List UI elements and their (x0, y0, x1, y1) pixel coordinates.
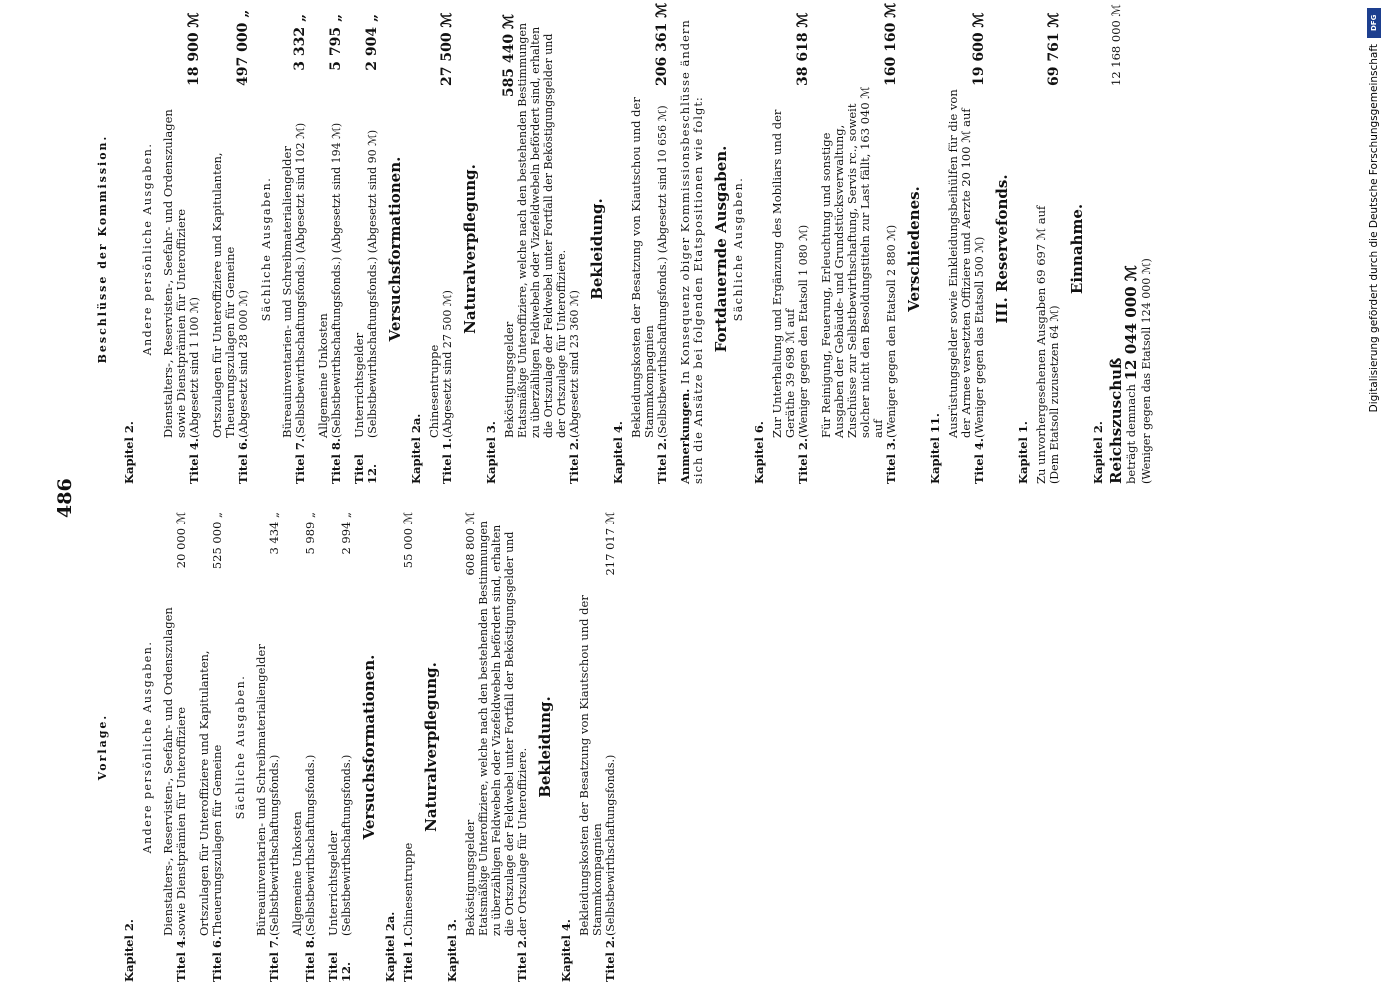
entry-amount: 2 994 „ (339, 512, 353, 555)
entry-amount: 5 989 „ (303, 512, 317, 555)
subsection-heading: Sächliche Ausgaben. (732, 176, 745, 322)
column-beschluesse (96, 2, 1153, 484)
entry-amount: 18 900 ℳ (186, 12, 202, 86)
entry-main-text: Chinesentruppe (427, 344, 441, 438)
entry-amount: 55 000 ℳ (401, 512, 415, 569)
entry-text (281, 86, 307, 438)
entry (198, 512, 224, 982)
entry (353, 14, 379, 484)
section-heading: Einnahme. (1068, 203, 1086, 295)
entry (428, 14, 454, 484)
entry-note: (Selbstbewirthschaftungsfonds.) (Abgesetzt sind 194 ℳ) (330, 122, 343, 438)
reichszuschuss-amount: 12 168 000 ℳ (1109, 4, 1123, 86)
entry-main-text: Beköstigungsgelder (502, 321, 516, 438)
kapitel-label: Kapitel 3. (484, 421, 498, 484)
entry-amount: 27 500 ℳ (439, 12, 455, 86)
entry-text: Ortszulagen für Unteroffiziere und Kapitulanten, Theuerungszulagen für Gemeine (197, 650, 224, 936)
entry-amount: 20 000 ℳ (174, 512, 188, 569)
titel-label: Titel 6. (236, 438, 250, 484)
digitization-credit: Digitalisierung gefördert durch die Deutsche Forschungsgemeinschaft (1368, 44, 1380, 413)
entry-amount: 5 795 „ (328, 14, 344, 71)
entry-text (317, 86, 343, 438)
entry (162, 14, 201, 484)
entry-main-text: Beköstigungsgelder (463, 819, 477, 936)
entry (947, 14, 986, 484)
entry-note: (Dem Etatsoll zuzusetzen 64 ℳ) (1048, 305, 1061, 484)
section-heading: Naturalverpflegung. (461, 164, 479, 334)
section-heading: Versuchsformationen. (360, 654, 378, 840)
column-vorlage (96, 512, 627, 982)
titel-label: Titel 7. (267, 936, 281, 982)
entry-amount: 497 000 „ (235, 9, 251, 86)
titel-label: Titel 3. (884, 438, 898, 484)
entry-main-text: Allgemeine Unkosten (316, 313, 330, 438)
entry-amount: 160 160 ℳ (883, 2, 899, 86)
entry-main-text: Ausrüstungsgelder sowie Einkleidungsbeihülfen für die von der Armee versetzten Offiziere und Aerzte 20 100 ℳ auf (946, 89, 973, 438)
titel-label: Titel 4. (972, 438, 986, 484)
kapitel-label: Kapitel 2. (1091, 421, 1105, 484)
entry-text (428, 86, 454, 438)
remark-lead: Anmerkungen. (678, 388, 692, 484)
section-heading: Versuchsformationen. (386, 156, 404, 342)
titel-label: Titel 2. (796, 438, 810, 484)
titel-label: Titel 7. (293, 438, 307, 484)
titel-label: Titel 2. (603, 936, 617, 982)
entry-amount: 2 904 „ (364, 14, 380, 71)
entry-main-text: Zur Unterhaltung und Ergänzung des Mobiliars und der Geräthe 39 698 ℳ auf (770, 109, 797, 438)
column-heading: Beschlüsse der Kommission. (96, 134, 109, 364)
entry (503, 14, 581, 484)
entry (629, 2, 670, 484)
entry-text (291, 584, 317, 936)
entry-amount: 19 600 ℳ (971, 12, 987, 86)
entry-note: (Weniger gegen das Etatsoll 500 ℳ) (973, 236, 986, 438)
entry-note: (Selbstbewirthschaftungsfonds.) (Abgesetzt sind 90 ℳ) (366, 129, 379, 438)
entry-text (327, 584, 353, 936)
entry-main-text: Unterrichtsgelder (352, 332, 366, 438)
entry (281, 14, 307, 484)
entry (578, 512, 617, 982)
remark (679, 14, 705, 484)
kapitel-label: Kapitel 6. (752, 421, 766, 484)
entry-note: (Weniger gegen den Etatsoll 1 080 ℳ) (797, 224, 810, 438)
entry (255, 512, 281, 982)
subsection-heading: Andere persönliche Ausgaben. (141, 142, 154, 356)
titel-label: Titel 4. (187, 438, 201, 484)
entry-amount: 525 000 „ (210, 512, 224, 570)
entry (771, 14, 810, 484)
section-heading: Bekleidung. (536, 696, 554, 798)
entry-text: Chinesentruppe (401, 842, 415, 936)
entry (317, 14, 343, 484)
entry (291, 512, 317, 982)
section-heading: Bekleidung. (588, 198, 606, 300)
entry-main-text: Allgemeine Unkosten (290, 811, 304, 936)
reichszuschuss-line (1107, 4, 1125, 484)
kapitel-label: Kapitel 4. (559, 919, 573, 982)
entry-text (211, 86, 250, 438)
entry-detail: Etatsmäßige Unteroffiziere, welche nach den bestehenden Bestimmungen zu überzähligen Feldwebeln oder Vizefeldwebeln befördert sind, erhalten die Ortszulage der Feldwebel unter Fortfall der Beköstigungsgelder und der Ortszulage für Unteroffiziere. (477, 520, 529, 936)
kapitel-label: Kapitel 11. (928, 413, 942, 484)
entry-note: (Abgesetzt sind 28 000 ℳ) (237, 290, 250, 438)
entry-note: (Selbstbewirthschaftungsfonds.) (Abgesetzt sind 10 656 ℳ) (656, 105, 669, 438)
entry (464, 512, 529, 982)
dfg-logo: DFG (1367, 8, 1381, 38)
titel-label: Titel 4. (174, 936, 188, 982)
entry-note: (Weniger gegen das Etatsoll 124 000 ℳ) (1140, 258, 1153, 484)
remark-text: In Konsequenz obiger Kommissionsbeschlüsse ändern sich die Ansätze bei folgenden Etatspositionen wie folgt: (678, 19, 705, 484)
kapitel-label: Kapitel 2a. (409, 413, 423, 484)
entry-note: (Abgesetzt sind 23 360 ℳ) (568, 290, 581, 438)
entry-note: (Abgesetzt sind 1 100 ℳ) (188, 297, 201, 438)
titel-label: Titel 8. (329, 438, 343, 484)
entry-text (771, 86, 810, 438)
entry-note: (Weniger gegen den Etatsoll 2 880 ℳ) (885, 224, 898, 438)
entry-note: (Selbstbewirthschaftungsfonds.) (Abgesetzt sind 102 ℳ) (294, 122, 307, 438)
titel-label: Titel 12. (352, 454, 379, 484)
entry-main-text: Für Reinigung, Feuerung, Erleuchtung und sonstige Ausgaben der Gebäude- und Grundstücksverwaltung, Zuschüsse zur Selbstbewirthschaftung, Servis rc., soweit solcher nicht den Besoldungstiteln zur Last fällt, 163 040 ℳ auf (819, 86, 885, 438)
entry-note: (Selbstbewirthschaftungsfonds.) (304, 754, 317, 936)
entry-main-text: Zu unvorhergesehenen Ausgaben 69 697 ℳ auf (1034, 205, 1048, 484)
entry-text (464, 512, 529, 936)
entry-text (820, 86, 898, 438)
kapitel-label: Kapitel 1. (1016, 421, 1030, 484)
entry-amount: 608 800 ℳ (463, 512, 477, 576)
section-heading: Verschiedenes. (905, 186, 923, 312)
subsection-heading: Sächliche Ausgaben. (260, 176, 273, 322)
entry-amount: 3 332 „ (292, 14, 308, 71)
entry-text (947, 86, 986, 438)
entry-amount: 206 361 ℳ (654, 2, 670, 86)
entry-amount: 217 017 ℳ (603, 512, 617, 576)
titel-label: Titel 1. (440, 438, 454, 484)
entry (1035, 14, 1061, 484)
subsection-heading: Andere persönliche Ausgaben. (141, 640, 154, 854)
kapitel-label: Kapitel 2. (122, 421, 136, 484)
entry-text (630, 86, 669, 438)
entry-main-text: Büreauinventarien- und Schreibmaterialiengelder (280, 146, 294, 438)
entry-amount: 3 434 „ (267, 512, 281, 555)
entry-text (1035, 86, 1061, 484)
entry-main-text: Bekleidungskosten der Besatzung von Kiautschou und der Stammkompagnien (577, 595, 604, 936)
column-heading: Vorlage. (96, 713, 109, 781)
entry-main-text: Unterrichtsgelder (326, 830, 340, 936)
entry-detail: Etatsmäßige Unteroffiziere, welche nach den bestehenden Bestimmungen zu überzähligen Feldwebeln oder Vizefeldwebeln befördert sind, erhalten die Ortszulage der Feldwebel unter Fortfall der Beköstigungsgelder und der Ortszulage für Unteroffiziere. (516, 22, 568, 438)
section-heading: Fortdauernde Ausgaben. (712, 145, 730, 353)
total-lead: beträgt demnach (1124, 384, 1138, 484)
titel-label: Titel 2. (655, 438, 669, 484)
entry-main-text: Ortszulagen für Unteroffiziere und Kapitulanten, Theuerungszulagen für Gemeine (210, 152, 237, 438)
section-heading: III. Reservefonds. (993, 174, 1011, 324)
titel-label: Titel 8. (303, 936, 317, 982)
titel-label: Titel 1. (401, 936, 415, 982)
total-line (1122, 14, 1140, 484)
entry-main-text: Bekleidungskosten der Besatzung von Kiautschou und der Stammkompagnien (629, 97, 656, 438)
section-heading: Naturalverpflegung. (422, 662, 440, 832)
entry-text (503, 14, 581, 438)
titel-label: Titel 2. (567, 438, 581, 484)
reichszuschuss-title: Reichszuschuß (1107, 357, 1125, 484)
entry-text: Dienstalters-, Reservisten-, Seefahr- und Ordenszulagen sowie Dienstprämien für Unteroffiziere (161, 607, 188, 936)
entry-amount: 69 761 ℳ (1046, 12, 1062, 86)
titel-label: Titel 2. (515, 936, 529, 982)
kapitel-label: Kapitel 2a. (383, 911, 397, 982)
entry-note: (Selbstbewirthschaftungsfonds.) (268, 754, 281, 936)
subsection-heading: Sächliche Ausgaben. (234, 674, 247, 820)
entry-amount: 38 618 ℳ (795, 12, 811, 86)
titel-label: Titel 12. (326, 952, 353, 982)
entry (819, 2, 899, 484)
entry-note: (Selbstbewirthschaftungsfonds.) (604, 754, 617, 936)
titel-label: Titel 6. (210, 936, 224, 982)
entry-text (578, 584, 617, 936)
entry-note: (Abgesetzt sind 27 500 ℳ) (441, 290, 454, 438)
total-amount: 12 044 000 ℳ (1122, 265, 1140, 381)
entry-note: (Selbstbewirthschaftungsfonds.) (340, 754, 353, 936)
kapitel-label: Kapitel 3. (445, 919, 459, 982)
entry-text (353, 86, 379, 438)
entry (402, 512, 415, 982)
entry-main-text: Büreauinventarien- und Schreibmaterialiengelder (254, 644, 268, 936)
page-number: 486 (54, 478, 76, 518)
kapitel-label: Kapitel 2. (122, 919, 136, 982)
entry (327, 512, 353, 982)
kapitel-label: Kapitel 4. (611, 421, 625, 484)
entry-text (255, 584, 281, 936)
entry (162, 512, 188, 982)
entry-amount: 585 440 ℳ (501, 14, 517, 98)
entry (210, 9, 251, 484)
entry-main-text: Dienstalters-, Reservisten-, Seefahr- und Ordenszulagen sowie Dienstprämien für Unteroffiziere (161, 109, 188, 438)
entry-text (162, 86, 201, 438)
